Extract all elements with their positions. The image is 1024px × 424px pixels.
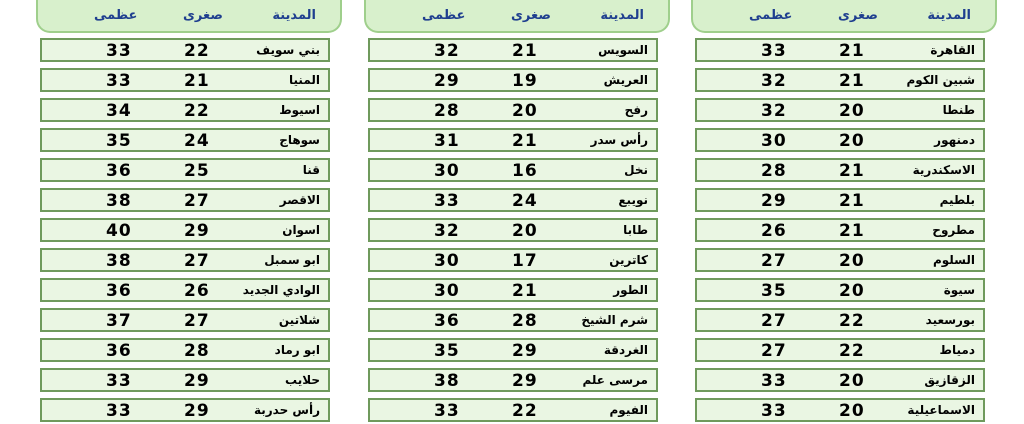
min-temp-value: 20 bbox=[512, 101, 538, 121]
max-temp-value: 27 bbox=[761, 311, 787, 331]
max-temp-value: 36 bbox=[106, 161, 132, 181]
table-row bbox=[695, 368, 985, 392]
column-header bbox=[691, 0, 997, 33]
max-temp-value: 32 bbox=[761, 71, 787, 91]
max-temp-value: 38 bbox=[434, 371, 460, 391]
city-name: اسوان bbox=[282, 223, 320, 237]
city-name: الاسماعيلية bbox=[907, 403, 975, 417]
min-temp-value: 20 bbox=[512, 221, 538, 241]
table-row bbox=[368, 368, 658, 392]
city-name: الاقصر bbox=[279, 193, 320, 207]
table-row bbox=[40, 368, 330, 392]
city-name: ابو رماد bbox=[274, 343, 320, 357]
table-row bbox=[40, 338, 330, 362]
header-city-label: المدينة bbox=[600, 8, 644, 23]
city-name: المنيا bbox=[289, 73, 320, 87]
table-row bbox=[40, 38, 330, 62]
min-temp-value: 26 bbox=[184, 281, 210, 301]
min-temp-value: 29 bbox=[184, 371, 210, 391]
header-max-label: عظمى bbox=[422, 8, 466, 23]
table-row bbox=[40, 98, 330, 122]
table-row bbox=[695, 338, 985, 362]
city-name: الطور bbox=[613, 283, 648, 297]
table-row bbox=[368, 248, 658, 272]
city-name: شرم الشيخ bbox=[581, 313, 648, 327]
city-name: الزقازيق bbox=[924, 373, 975, 387]
max-temp-value: 29 bbox=[761, 191, 787, 211]
city-name: القاهرة bbox=[930, 43, 975, 57]
min-temp-value: 29 bbox=[184, 221, 210, 241]
min-temp-value: 20 bbox=[839, 101, 865, 121]
city-name: الاسكندرية bbox=[912, 163, 975, 177]
min-temp-value: 17 bbox=[512, 251, 538, 271]
header-city-label: المدينة bbox=[927, 8, 971, 23]
table-row bbox=[368, 158, 658, 182]
table-row bbox=[695, 188, 985, 212]
table-row bbox=[40, 278, 330, 302]
max-temp-value: 33 bbox=[761, 401, 787, 421]
max-temp-value: 33 bbox=[106, 41, 132, 61]
min-temp-value: 22 bbox=[512, 401, 538, 421]
city-name: اسيوط bbox=[279, 103, 320, 117]
max-temp-value: 28 bbox=[434, 101, 460, 121]
min-temp-value: 27 bbox=[184, 191, 210, 211]
min-temp-value: 24 bbox=[184, 131, 210, 151]
city-name: الوادي الجديد bbox=[242, 283, 320, 297]
min-temp-value: 20 bbox=[839, 371, 865, 391]
header-max-label: عظمى bbox=[749, 8, 793, 23]
city-name: رأس حدربة bbox=[253, 403, 320, 417]
table-row bbox=[368, 38, 658, 62]
table-row bbox=[695, 398, 985, 422]
table-row bbox=[695, 38, 985, 62]
city-name: شبين الكوم bbox=[906, 73, 975, 87]
table-row bbox=[695, 68, 985, 92]
city-name: قنا bbox=[302, 163, 320, 177]
min-temp-value: 22 bbox=[839, 311, 865, 331]
min-temp-value: 21 bbox=[839, 191, 865, 211]
header-min-label: صغرى bbox=[183, 8, 223, 23]
max-temp-value: 37 bbox=[106, 311, 132, 331]
min-temp-value: 21 bbox=[184, 71, 210, 91]
min-temp-value: 21 bbox=[839, 41, 865, 61]
table-row bbox=[695, 158, 985, 182]
max-temp-value: 38 bbox=[106, 251, 132, 271]
min-temp-value: 22 bbox=[184, 101, 210, 121]
city-name: بورسعيد bbox=[925, 313, 975, 327]
city-name: نويبع bbox=[618, 193, 648, 207]
max-temp-value: 36 bbox=[106, 341, 132, 361]
max-temp-value: 27 bbox=[761, 341, 787, 361]
min-temp-value: 20 bbox=[839, 131, 865, 151]
min-temp-value: 29 bbox=[512, 371, 538, 391]
column-header bbox=[36, 0, 342, 33]
city-name: السلوم bbox=[932, 253, 975, 267]
city-name: الغردقة bbox=[603, 343, 648, 357]
table-row bbox=[368, 218, 658, 242]
min-temp-value: 28 bbox=[512, 311, 538, 331]
city-name: السويس bbox=[598, 43, 648, 57]
max-temp-value: 40 bbox=[106, 221, 132, 241]
table-row bbox=[695, 218, 985, 242]
city-name: دمياط bbox=[939, 343, 975, 357]
min-temp-value: 21 bbox=[512, 281, 538, 301]
max-temp-value: 34 bbox=[106, 101, 132, 121]
table-row bbox=[695, 308, 985, 332]
table-row bbox=[695, 128, 985, 152]
max-temp-value: 33 bbox=[106, 71, 132, 91]
min-temp-value: 21 bbox=[839, 221, 865, 241]
min-temp-value: 19 bbox=[512, 71, 538, 91]
max-temp-value: 33 bbox=[106, 371, 132, 391]
max-temp-value: 38 bbox=[106, 191, 132, 211]
max-temp-value: 33 bbox=[761, 41, 787, 61]
min-temp-value: 27 bbox=[184, 251, 210, 271]
table-row bbox=[368, 128, 658, 152]
max-temp-value: 29 bbox=[434, 71, 460, 91]
city-name: طابا bbox=[623, 223, 648, 237]
city-name: رأس سدر bbox=[590, 133, 648, 147]
min-temp-value: 24 bbox=[512, 191, 538, 211]
city-name: طنطا bbox=[942, 103, 975, 117]
min-temp-value: 21 bbox=[839, 161, 865, 181]
header-min-label: صغرى bbox=[838, 8, 878, 23]
table-row bbox=[40, 218, 330, 242]
city-name: سيوة bbox=[943, 283, 975, 297]
max-temp-value: 33 bbox=[434, 401, 460, 421]
min-temp-value: 22 bbox=[839, 341, 865, 361]
city-name: مرسى علم bbox=[582, 373, 648, 387]
max-temp-value: 30 bbox=[761, 131, 787, 151]
max-temp-value: 33 bbox=[761, 371, 787, 391]
max-temp-value: 30 bbox=[434, 281, 460, 301]
city-name: ابو سمبل bbox=[264, 253, 320, 267]
min-temp-value: 27 bbox=[184, 311, 210, 331]
table-row bbox=[368, 188, 658, 212]
max-temp-value: 33 bbox=[434, 191, 460, 211]
max-temp-value: 31 bbox=[434, 131, 460, 151]
min-temp-value: 20 bbox=[839, 251, 865, 271]
city-name: العريش bbox=[603, 73, 648, 87]
min-temp-value: 20 bbox=[839, 401, 865, 421]
city-name: مطروح bbox=[932, 223, 975, 237]
table-row bbox=[368, 278, 658, 302]
max-temp-value: 26 bbox=[761, 221, 787, 241]
header-min-label: صغرى bbox=[511, 8, 551, 23]
table-row bbox=[40, 188, 330, 212]
city-name: نخل bbox=[624, 163, 648, 177]
table-row bbox=[368, 68, 658, 92]
city-name: سوهاج bbox=[279, 133, 320, 147]
min-temp-value: 29 bbox=[184, 401, 210, 421]
max-temp-value: 27 bbox=[761, 251, 787, 271]
table-row bbox=[40, 158, 330, 182]
city-name: بلطيم bbox=[939, 193, 975, 207]
header-city-label: المدينة bbox=[272, 8, 316, 23]
max-temp-value: 35 bbox=[761, 281, 787, 301]
min-temp-value: 21 bbox=[512, 41, 538, 61]
table-row bbox=[40, 248, 330, 272]
table-row bbox=[368, 98, 658, 122]
table-row bbox=[695, 278, 985, 302]
city-name: الفيوم bbox=[609, 403, 648, 417]
table-row bbox=[368, 398, 658, 422]
city-name: رفح bbox=[624, 103, 648, 117]
min-temp-value: 28 bbox=[184, 341, 210, 361]
max-temp-value: 36 bbox=[106, 281, 132, 301]
table-row bbox=[40, 128, 330, 152]
max-temp-value: 32 bbox=[434, 221, 460, 241]
table-row bbox=[40, 398, 330, 422]
min-temp-value: 25 bbox=[184, 161, 210, 181]
max-temp-value: 32 bbox=[761, 101, 787, 121]
max-temp-value: 30 bbox=[434, 251, 460, 271]
min-temp-value: 22 bbox=[184, 41, 210, 61]
min-temp-value: 29 bbox=[512, 341, 538, 361]
table-row bbox=[40, 308, 330, 332]
max-temp-value: 35 bbox=[434, 341, 460, 361]
max-temp-value: 30 bbox=[434, 161, 460, 181]
column-header bbox=[364, 0, 670, 33]
max-temp-value: 28 bbox=[761, 161, 787, 181]
max-temp-value: 36 bbox=[434, 311, 460, 331]
max-temp-value: 32 bbox=[434, 41, 460, 61]
city-name: شلاتين bbox=[278, 313, 320, 327]
table-row bbox=[40, 68, 330, 92]
min-temp-value: 21 bbox=[512, 131, 538, 151]
min-temp-value: 20 bbox=[839, 281, 865, 301]
header-max-label: عظمى bbox=[94, 8, 138, 23]
city-name: حلايب bbox=[285, 373, 320, 387]
max-temp-value: 35 bbox=[106, 131, 132, 151]
min-temp-value: 16 bbox=[512, 161, 538, 181]
city-name: كاترين bbox=[609, 253, 648, 267]
city-name: دمنهور bbox=[934, 133, 975, 147]
table-row bbox=[695, 248, 985, 272]
max-temp-value: 33 bbox=[106, 401, 132, 421]
table-row bbox=[368, 308, 658, 332]
table-row bbox=[368, 338, 658, 362]
min-temp-value: 21 bbox=[839, 71, 865, 91]
table-row bbox=[695, 98, 985, 122]
city-name: بني سويف bbox=[256, 43, 320, 57]
